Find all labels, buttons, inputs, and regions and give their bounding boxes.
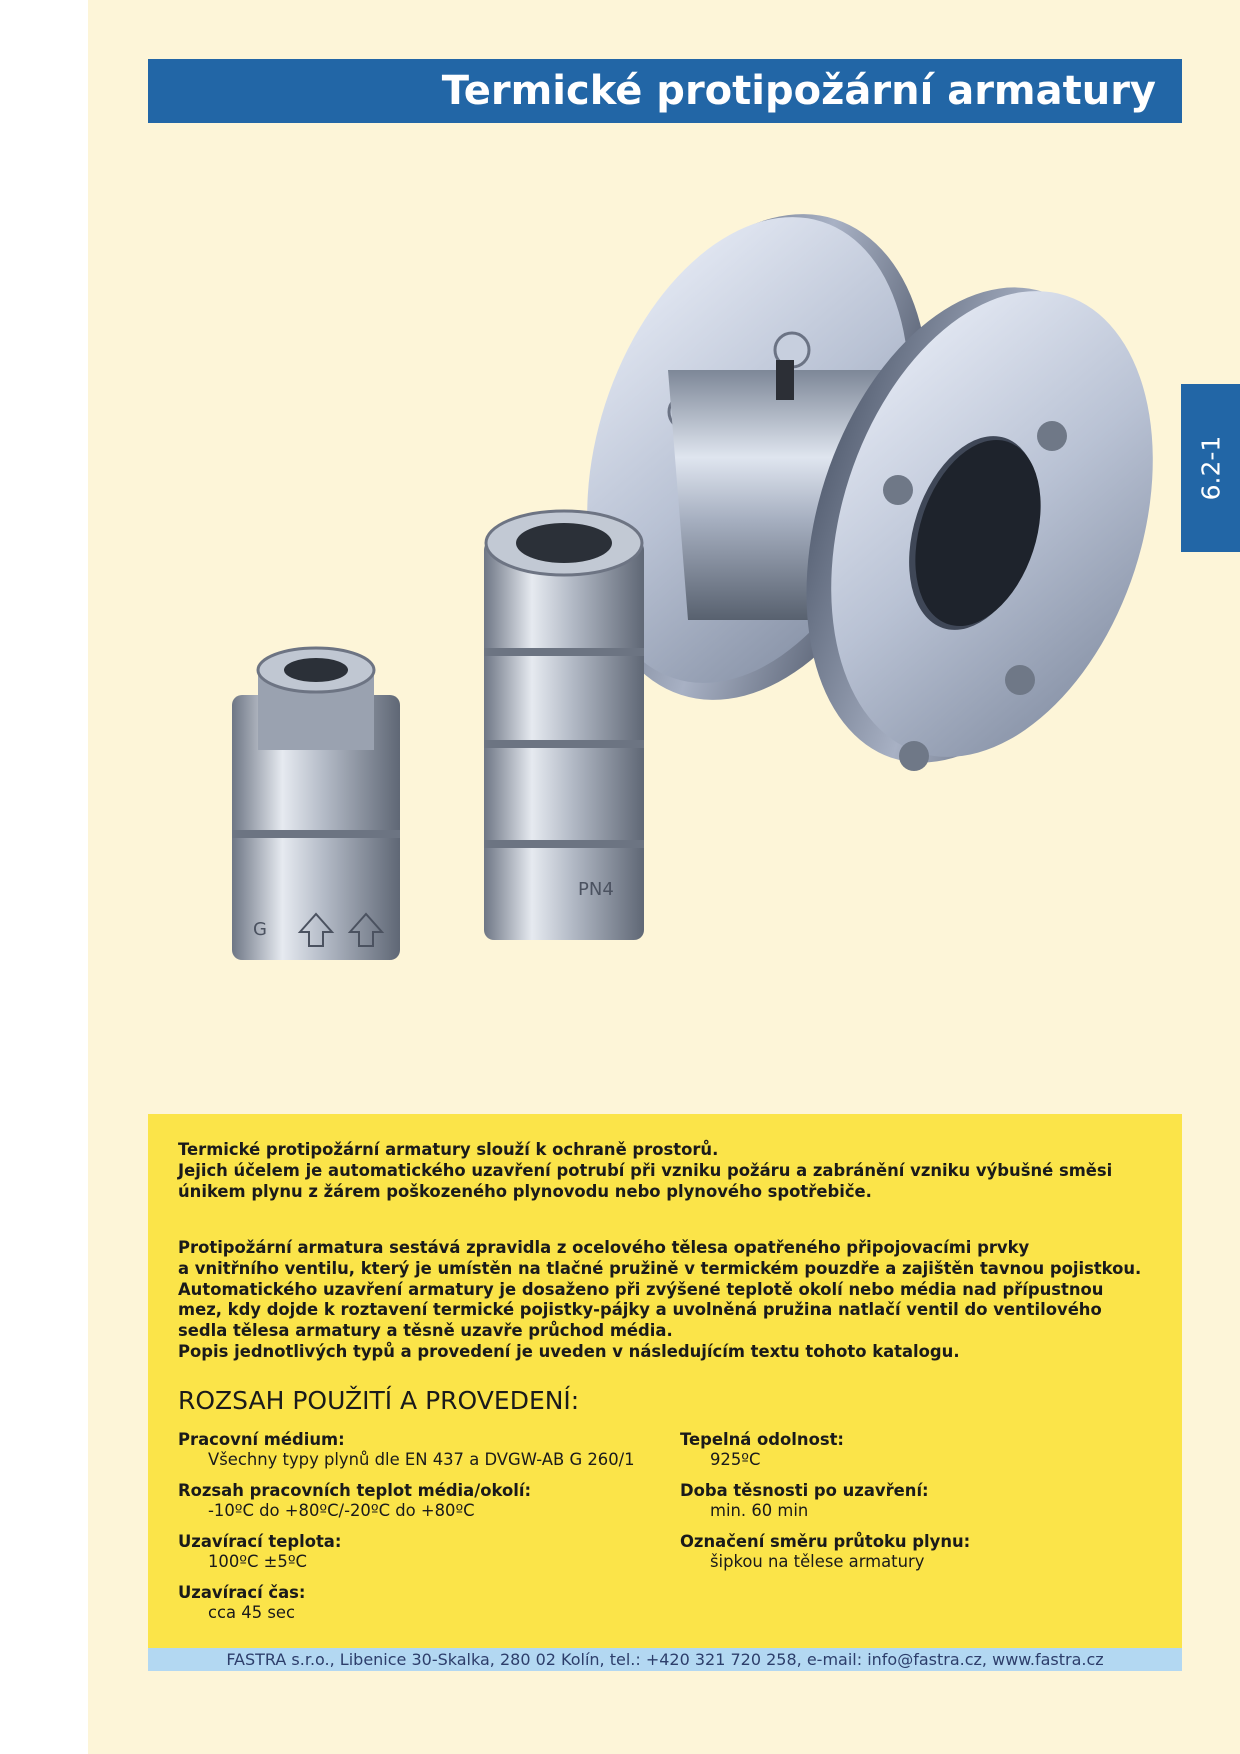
text-line: Automatického uzavření armatury je dosaženo při zvýšené teplotě okolí nebo média nad přípustnou: [178, 1279, 1104, 1299]
spec-label: Uzavírací teplota:: [178, 1532, 342, 1551]
spec-item: [680, 1532, 970, 1572]
section-heading: ROZSAH POUŽITÍ A PROVEDENÍ:: [178, 1386, 580, 1415]
section-tab: [1181, 384, 1240, 552]
spec-item: [680, 1481, 929, 1521]
spec-item: [178, 1583, 305, 1623]
female-threaded-fitting: [484, 511, 644, 940]
page-title: Termické protipožární armatury: [441, 68, 1156, 114]
spec-label: Rozsah pracovních teplot média/okolí:: [178, 1481, 531, 1500]
spec-label: Doba těsnosti po uzavření:: [680, 1481, 929, 1500]
fitting-marking-left: G: [253, 919, 267, 940]
spec-label: Tepelná odolnost:: [680, 1430, 844, 1449]
spec-label: Pracovní médium:: [178, 1430, 345, 1449]
spec-label: Uzavírací čas:: [178, 1583, 306, 1602]
spec-value: cca 45 sec: [208, 1603, 295, 1622]
spec-value: min. 60 min: [710, 1501, 809, 1520]
footer-contact: FASTRA s.r.o., Libenice 30-Skalka, 280 02 Kolín, tel.: +420 321 720 258, e-mail: info@fastra.cz, www.fastra.cz: [226, 1650, 1104, 1669]
text-line: Protipožární armatura sestává zpravidla z ocelového tělesa opatřeného připojovacími prvky: [178, 1238, 1030, 1257]
footer-bar: [148, 1648, 1182, 1671]
text-line: únikem plynu z žárem poškozeného plynovodu nebo plynového spotřebiče.: [178, 1181, 872, 1201]
spec-label: Označení směru průtoku plynu:: [680, 1532, 971, 1551]
spec-value: 925ºC: [710, 1450, 761, 1469]
male-threaded-fitting: [232, 648, 400, 960]
spec-item: [178, 1532, 341, 1572]
fitting-marking-right: PN4: [578, 879, 614, 900]
spec-value: šipkou na tělese armatury: [710, 1552, 925, 1571]
spec-value: 100ºC ±5ºC: [208, 1552, 307, 1571]
spec-value: Všechny typy plynů dle EN 437 a DVGW-AB G 260/1: [208, 1450, 635, 1469]
spec-item: [178, 1481, 531, 1521]
intro-paragraph-1: [178, 1140, 1168, 1202]
info-box: [148, 1114, 1182, 1671]
product-photo: [148, 150, 1182, 1010]
text-line: a vnitřního ventilu, který je umístěn na tlačné pružině v termickém pouzdře a zajištěn tavnou pojistkou.: [178, 1258, 1142, 1278]
text-line: Termické protipožární armatury slouží k ochraně prostorů.: [178, 1140, 719, 1159]
spec-value: -10ºC do +80ºC/-20ºC do +80ºC: [208, 1501, 475, 1520]
text-line: sedla tělesa armatury a těsně uzavře průchod média.: [178, 1321, 673, 1341]
section-tab-label: 6.2-1: [1196, 435, 1225, 501]
text-line: Jejich účelem je automatického uzavření potrubí při vzniku požáru a zabránění vzniku výbušné směsi: [178, 1160, 1113, 1180]
intro-paragraph-2: [178, 1238, 1168, 1363]
text-line: mez, kdy dojde k roztavení termické pojistky-pájky a uvolněná pružina natlačí ventil do ventilového: [178, 1300, 1102, 1320]
spec-item: [680, 1430, 844, 1470]
spec-item: [178, 1430, 635, 1470]
text-line: Popis jednotlivých typů a provedení je uveden v následujícím textu tohoto katalogu.: [178, 1341, 960, 1361]
title-bar: [148, 59, 1182, 123]
